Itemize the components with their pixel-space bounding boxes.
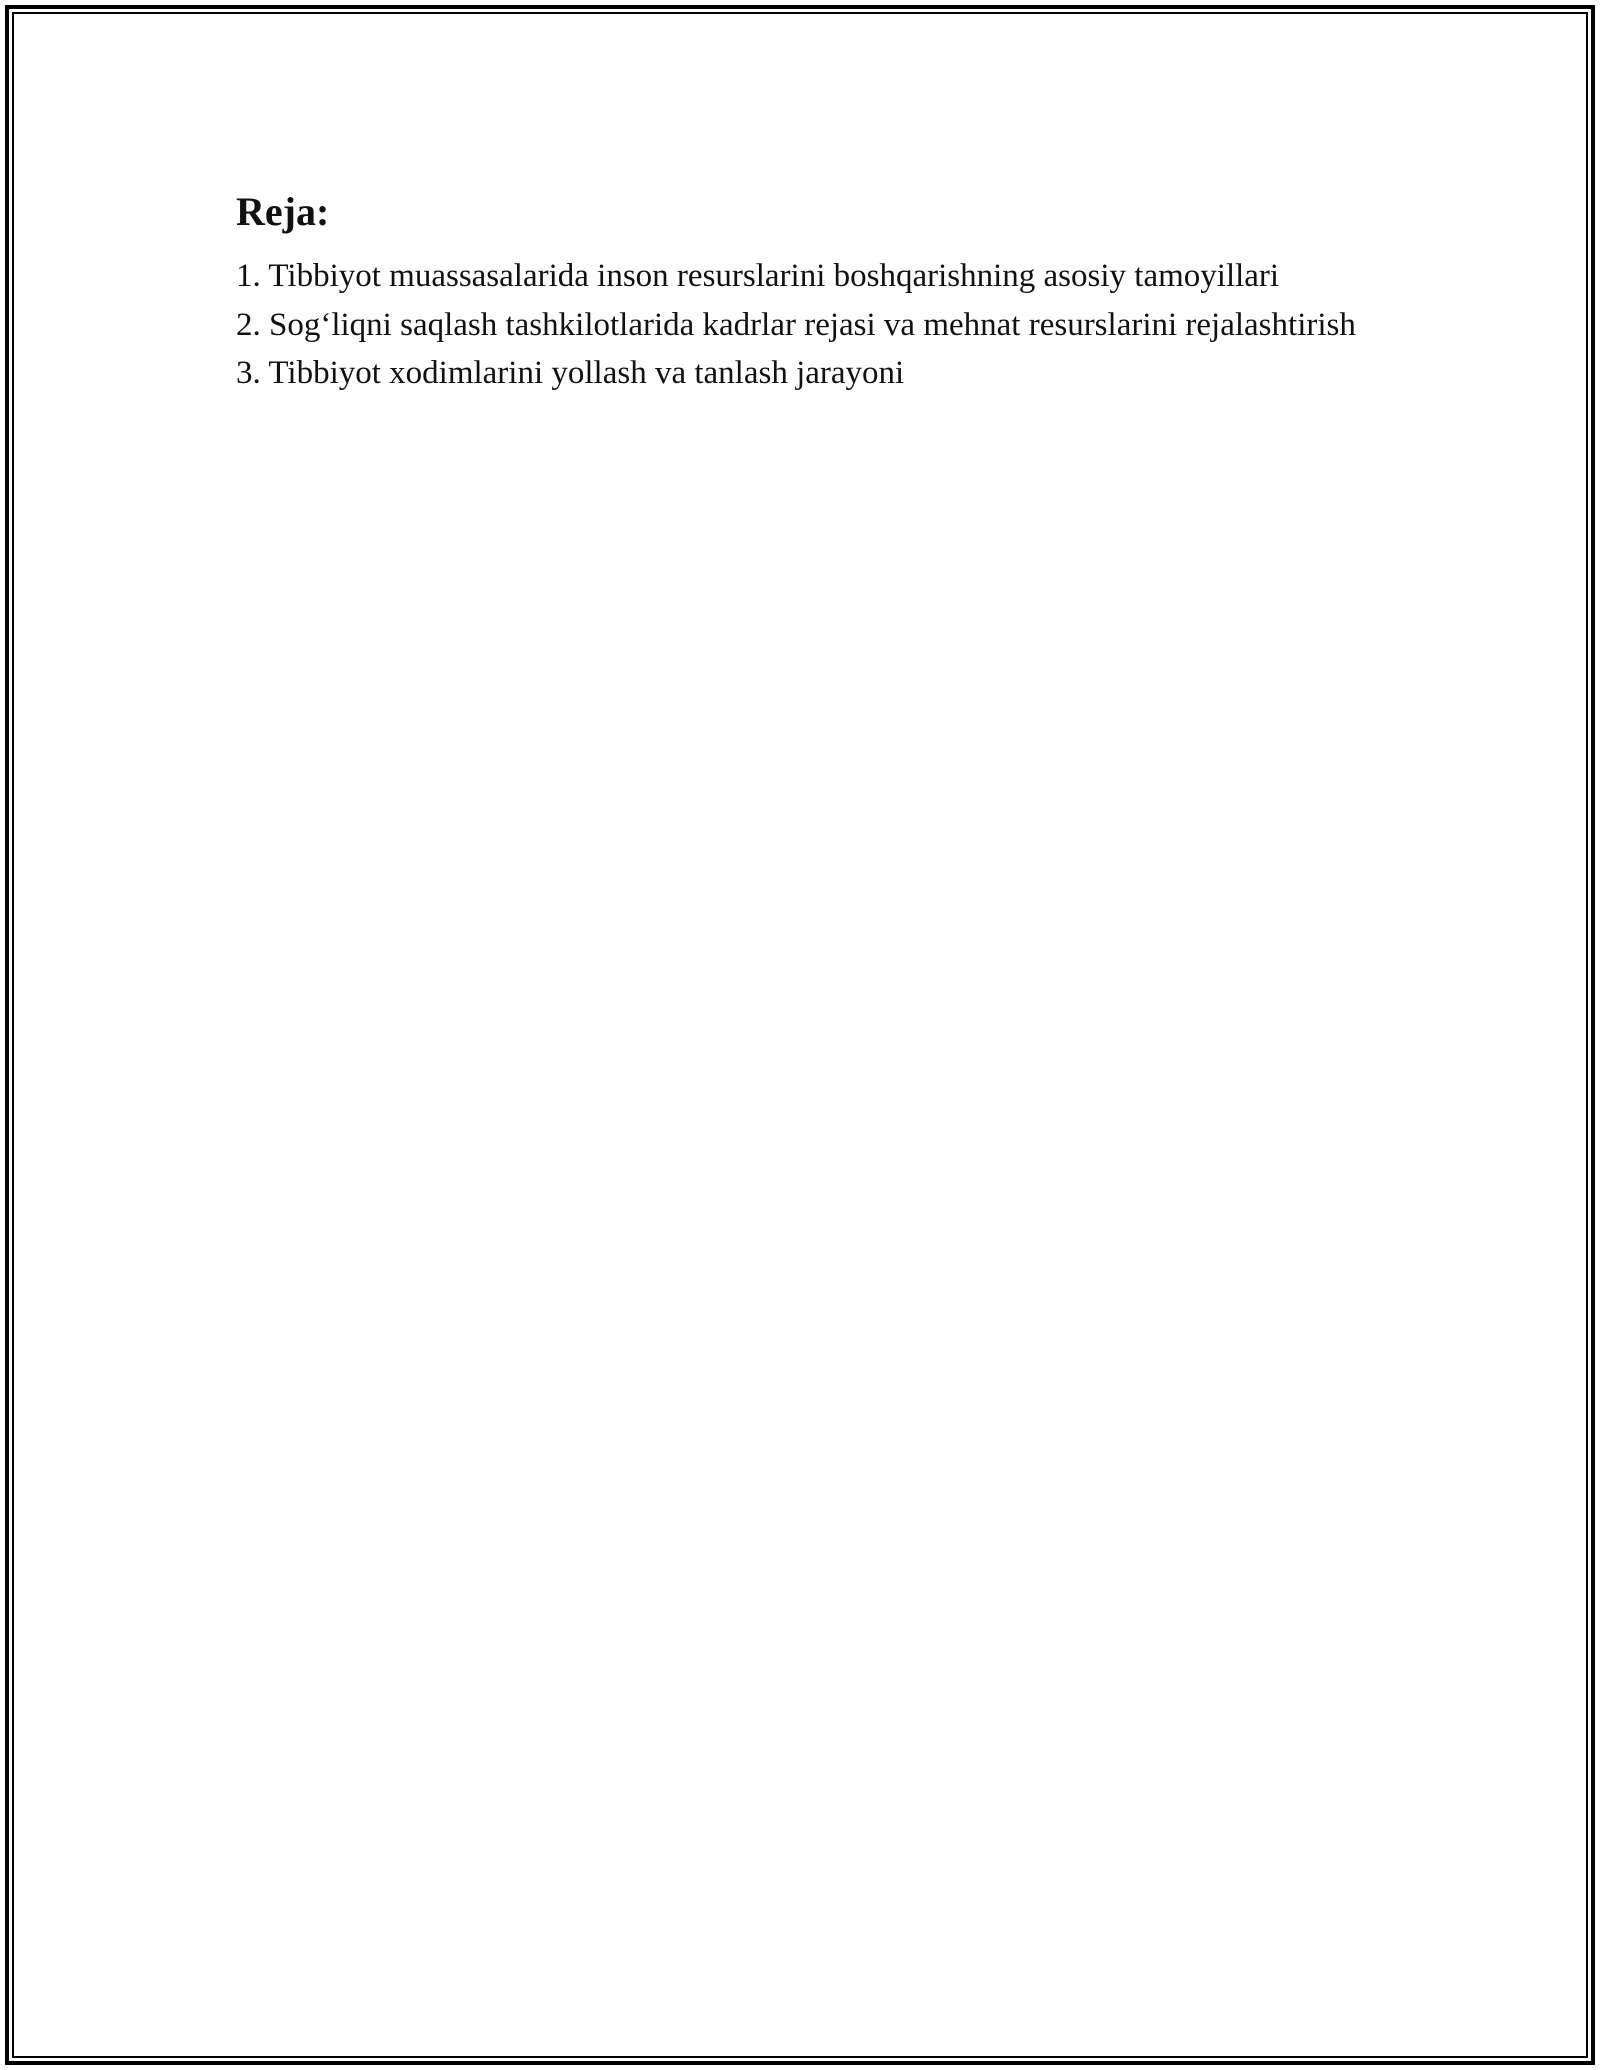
- item-number: 3.: [236, 355, 261, 391]
- page-title: Reja:: [236, 189, 330, 234]
- plan-list: [236, 252, 1386, 398]
- item-text: Sog‘liqni saqlash tashkilotlarida kadrlar rejasi va mehnat resurslarini rejalashtirish: [269, 306, 1356, 343]
- list-item: [236, 349, 1386, 398]
- item-number: 2.: [236, 306, 261, 343]
- document-body: [236, 186, 1386, 398]
- list-item: [236, 252, 1386, 301]
- item-text: Tibbiyot xodimlarini yollash va tanlash jarayoni: [268, 355, 905, 391]
- item-text: Tibbiyot muassasalarida inson resurslarini boshqarishning asosiy tamoyillari: [268, 258, 1280, 294]
- list-item: [236, 301, 1386, 350]
- item-number: 1.: [236, 258, 261, 294]
